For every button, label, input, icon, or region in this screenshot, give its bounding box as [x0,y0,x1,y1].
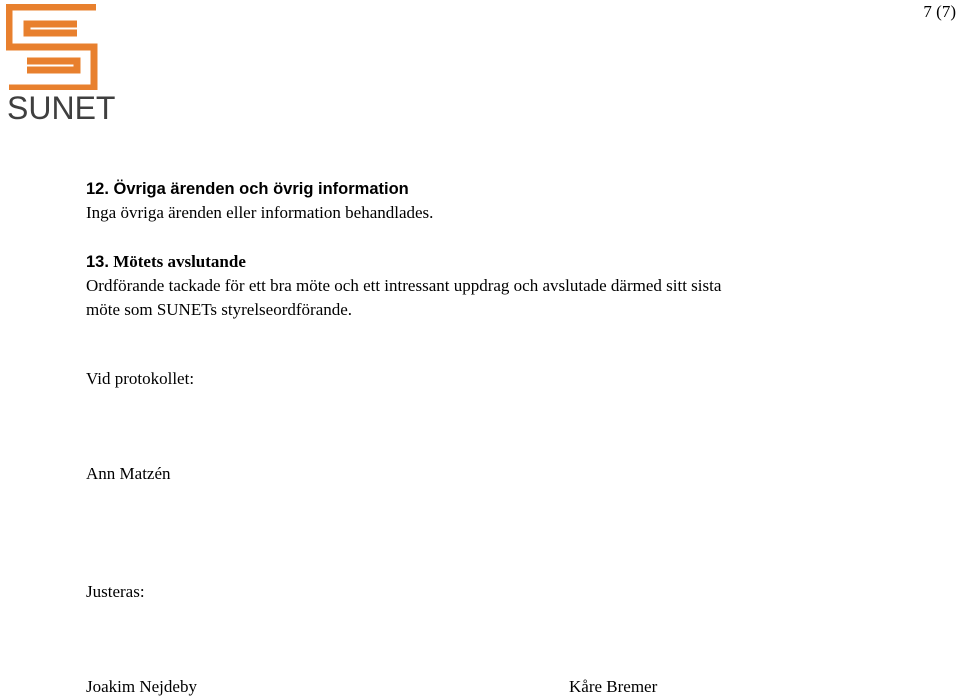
sunet-logo-icon [6,4,98,90]
logo-text: SUNET [7,90,116,126]
section-13 [86,250,721,322]
minutes-name: Ann Matzén [86,464,171,483]
section-13-title: Mötets avslutande [113,252,246,271]
section-12-body: Inga övriga ärenden eller information behandlades. [86,203,434,222]
section-12-heading [86,177,433,201]
section-13-heading [86,250,721,274]
section-13-body-line-1: Ordförande tackade för ett bra möte och ett intressant uppdrag och avslutade därmed sitt sista [86,276,722,295]
page-number: 7 (7) [923,2,956,21]
minutes-label: Vid protokollet: [86,369,195,388]
verifier-2-name: Kåre Bremer [569,677,658,696]
verified-label: Justeras: [86,582,145,601]
verifier-1-name: Joakim Nejdeby [86,677,197,696]
section-13-body-line-2: möte som SUNETs styrelseordförande. [86,300,353,319]
section-12-number: 12. [86,180,109,198]
section-12-title: Övriga ärenden och övrig information [113,180,409,198]
section-13-number: 13. [86,253,109,271]
section-12 [86,177,433,225]
sunet-logo [6,4,116,126]
